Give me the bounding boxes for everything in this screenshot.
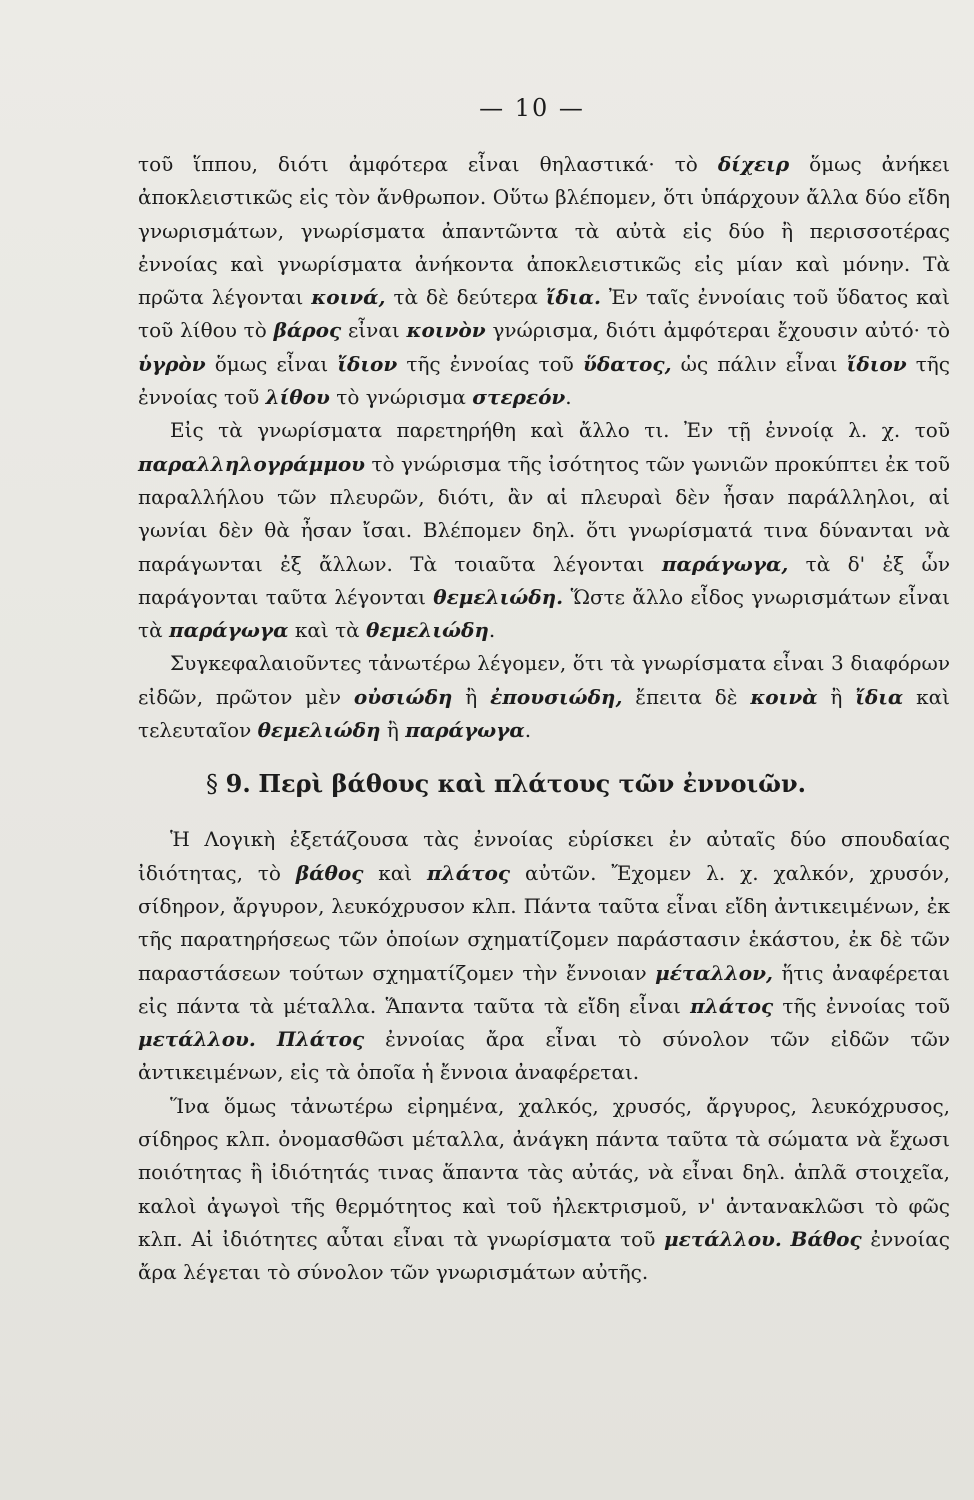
section-heading bbox=[138, 769, 950, 799]
text-run: τὸ γνώρισμα bbox=[329, 385, 473, 410]
text-run: αὐτῶν. Ἔχομεν λ. χ. χαλκόν, χρυσόν, σίδηρον, ἄργυρον, λευκόχρυσον κλπ. Πάντα ταῦτα εἶναι εἴδη ἀντικειμένων, ἐκ τῆς παρατηρήσεως τῶν ὁποίων σχηματίζομεν παράστασιν ἑκάστου, ἐκ δὲ τῶν παραστάσεων τούτων σχηματίζομεν τὴν ἔννοιαν bbox=[138, 860, 951, 985]
text-run: ἔπειτα δὲ bbox=[622, 684, 751, 709]
text-run: Ἵνα ὅμως τἀνωτέρω εἰρημένα, χαλκός, χρυσός, ἄργυρος, λευκόχρυσος, σίδηρος κλπ. ὀνομασθῶσι μέταλλα, ἀνάγκη πάντα ταῦτα τὰ σώματα νὰ ἔχωσι ποιότητας ἢ ἰδιότητάς τινας ἅπαντα τὰς αὐτάς, νὰ εἶναι δηλ. ἁπλᾶ στοιχεῖα, καλοὶ ἀγωγοὶ τῆς θερμότητος καὶ τοῦ ἠλεκτρισμοῦ, ν' ἀντανακλῶσι τὸ φῶς κλπ. Αἱ ἰδιότητες αὗται εἶναι τὰ γνωρίσματα τοῦ bbox=[138, 1093, 950, 1251]
text-run: ὡς πάλιν εἶναι bbox=[671, 351, 847, 376]
text-run: ὅμως ἀνήκει ἀποκλειστικῶς εἰς τὸν ἄνθρωπον. Οὕτω βλέπομεν, ὅτι ὑπάρχουν ἄλλα δύο εἴδη γνωρισμάτων, γνωρίσματα ἀπαντῶντα τὰ αὐτὰ εἰς δύο ἢ περισσοτέρας ἐννοίας καὶ γνωρίσματα ἀνήκοντα ἀποκλειστικῶς εἰς μίαν καὶ μόνην. Τὰ πρῶτα λέγονται bbox=[138, 152, 950, 310]
text-run: ὅμως εἶναι bbox=[205, 351, 338, 376]
text-run: τῆς ἐννοίας τοῦ bbox=[138, 351, 950, 410]
text-run: τῆς ἐννοίας τοῦ bbox=[397, 351, 583, 376]
section-number: 9. bbox=[225, 769, 251, 799]
text-run: Ἡ Λογικὴ ἐξετάζουσα τὰς ἐννοίας εὑρίσκει ἐν αὐταῖς δύο σπουδαίας ἰδιότητας, τὸ bbox=[138, 827, 950, 885]
emphasis-term: θεμελιώδη. bbox=[433, 584, 564, 609]
text-run: τοῦ ἵππου, διότι ἀμφότερα εἶναι θηλαστικά· τὸ bbox=[138, 152, 718, 176]
text-run: τὰ δ' ἐξ ὧν παράγονται ταῦτα λέγονται bbox=[138, 551, 950, 609]
text-run: Συγκεφαλαιοῦντες τἀνωτέρω λέγομεν, ὅτι τὰ γνωρίσματα εἶναι 3 διαφόρων εἰδῶν, πρῶτον μὲν bbox=[138, 651, 950, 709]
emphasis-term: στερεόν bbox=[472, 385, 566, 410]
emphasis-term: βάρος bbox=[273, 318, 342, 343]
emphasis-term: παραλληλογράμμου bbox=[138, 451, 366, 476]
emphasis-term: λίθου bbox=[265, 385, 330, 410]
text-run: Εἰς τὰ γνωρίσματα παρετηρήθη καὶ ἄλλο τι. Ἐν τῇ ἐννοίᾳ λ. χ. τοῦ bbox=[170, 418, 950, 443]
page-body bbox=[138, 148, 950, 1290]
emphasis-term: μέταλλον, bbox=[655, 960, 773, 985]
page-number: — 10 — bbox=[479, 94, 585, 122]
emphasis-term: ἴδιον bbox=[337, 351, 398, 376]
emphasis-term: κοινὸν bbox=[406, 318, 486, 343]
paragraph-features-common-specific bbox=[138, 148, 950, 414]
emphasis-term: ἴδια. bbox=[545, 285, 601, 310]
emphasis-term: πλάτος bbox=[690, 993, 774, 1018]
emphasis-term: παράγωγα, bbox=[661, 551, 789, 576]
text-run: τὸ γνώρισμα τῆς ἰσότητος τῶν γωνιῶν προκύπτει ἐκ τοῦ παραλλήλου τῶν πλευρῶν, διότι, ἂν αἱ πλευραὶ δὲν ἦσαν παράλληλοι, αἱ γωνίαι δὲν θὰ ἦσαν ἴσαι. Βλέπομεν δηλ. ὅτι γνωρίσματά τινα δύνανται νὰ παράγωνται ἐξ ἄλλων. Τὰ τοιαῦτα λέγονται bbox=[138, 451, 950, 576]
emphasis-term: ἐπουσιώδη, bbox=[490, 684, 623, 709]
text-run: ἥτις ἀναφέρεται εἰς πάντα τὰ μέταλλα. Ἅπαντα ταῦτα τὰ εἴδη εἶναι bbox=[138, 960, 951, 1018]
text-run: τῆς ἐννοίας τοῦ bbox=[773, 993, 950, 1018]
emphasis-term: κοινά, bbox=[311, 285, 386, 310]
text-run: ἢ bbox=[380, 718, 406, 743]
emphasis-term: κοινὰ bbox=[750, 684, 818, 709]
text-run: εἶναι bbox=[341, 318, 407, 343]
text-run: ἢ bbox=[817, 684, 856, 709]
text-run: ἢ bbox=[452, 684, 491, 709]
emphasis-term: ἴδιον bbox=[846, 351, 907, 376]
emphasis-term: πλάτος bbox=[427, 860, 511, 885]
emphasis-term: δίχειρ bbox=[717, 152, 790, 176]
emphasis-term: ὕδατος, bbox=[582, 351, 672, 376]
emphasis-term: βάθος bbox=[295, 860, 364, 885]
text-run: Ἐν ταῖς ἐννοίαις τοῦ ὕδατος καὶ τοῦ λίθου τὸ bbox=[138, 285, 950, 343]
text-run bbox=[782, 1227, 791, 1251]
text-run: καὶ τελευταῖον bbox=[138, 684, 950, 743]
emphasis-term: παράγωγα bbox=[168, 618, 289, 643]
text-run: . bbox=[524, 718, 532, 743]
emphasis-term: θεμελιώδη bbox=[366, 618, 489, 643]
text-run: . bbox=[565, 385, 572, 410]
text-run: γνώρισμα, διότι ἀμφότεραι ἔχουσιν αὐτό· τὸ bbox=[485, 318, 950, 343]
emphasis-term: ἴδια bbox=[855, 684, 904, 709]
paragraph-depth bbox=[138, 1090, 950, 1290]
text-run: ἐννοίας ἄρα λέγεται τὸ σύνολον τῶν γνωρισμάτων αὐτῆς. bbox=[138, 1226, 950, 1285]
text-run: ἐννοίας ἄρα εἶναι τὸ σύνολον τῶν εἰδῶν τῶν ἀντικειμένων, εἰς τὰ ὁποῖα ἡ ἔννοια ἀναφέρεται. bbox=[138, 1027, 950, 1085]
emphasis-term: Βάθος bbox=[790, 1226, 862, 1251]
text-run: τὰ δὲ δεύτερα bbox=[385, 285, 546, 310]
emphasis-term: ὑγρὸν bbox=[138, 351, 206, 376]
text-run: καὶ bbox=[363, 860, 428, 885]
paragraph-summary bbox=[138, 647, 950, 747]
section-title: Περὶ βάθους καὶ πλάτους τῶν ἐννοιῶν. bbox=[258, 769, 807, 799]
text-run bbox=[256, 1027, 277, 1051]
emphasis-term: θεμελιώδη bbox=[257, 718, 381, 743]
emphasis-term: παράγωγα bbox=[405, 718, 525, 743]
emphasis-term: μετάλλου. bbox=[138, 1027, 256, 1052]
emphasis-term: οὐσιώδη bbox=[353, 684, 453, 709]
emphasis-term: μετάλλου. bbox=[664, 1226, 782, 1251]
text-run: Ὥστε ἄλλο εἶδος γνωρισμάτων εἶναι τὰ bbox=[138, 584, 951, 643]
text-run: καὶ τὰ bbox=[288, 618, 366, 643]
text-run: . bbox=[488, 618, 496, 643]
paragraph-derived-fundamental bbox=[138, 414, 950, 647]
paragraph-breadth bbox=[138, 823, 950, 1089]
emphasis-term: Πλάτος bbox=[276, 1027, 365, 1052]
section-symbol: § bbox=[206, 770, 218, 799]
